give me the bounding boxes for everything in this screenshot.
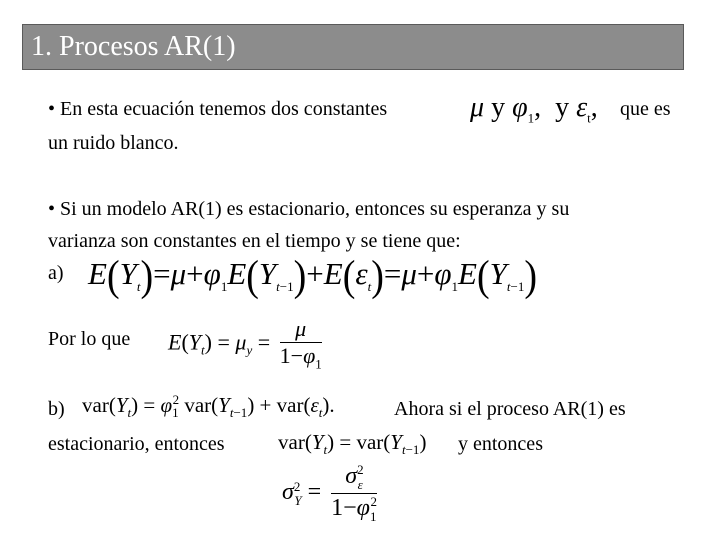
para1-formula: μ y $\varphi_1$, y $\varepsilon_t$,: [470, 92, 598, 126]
por-lo-que-text: Por lo que: [48, 328, 131, 350]
para1-text-c: un ruido blanco.: [48, 132, 179, 154]
para1-text-a: • En esta ecuación tenemos dos constantes: [48, 98, 388, 120]
equation-variance: $\sigma^2_Y$ = $\frac{\sigma^2_\varepsilon}{1-\varphi_1^2}$: [282, 462, 377, 524]
equation-b: $var(Y_t) = \varphi_1^2$ $var(Y_{t-1}) + var(\varepsilon_t)$.: [82, 392, 335, 421]
text-ahora: Ahora si el proceso AR(1) es: [394, 398, 626, 420]
text-estacionario: estacionario, entonces: [48, 433, 225, 455]
para2-line1: • Si un modelo AR(1) es estacionario, entonces su esperanza y su: [48, 198, 570, 220]
slide-title: 1. Procesos AR(1): [31, 31, 236, 62]
title-bar: [22, 24, 684, 70]
equation-mean: $E(Y_t) = \mu_y$ = $\frac{\mu}{1-\varphi_1}$: [168, 316, 322, 372]
equation-equal: $var(Y_t) = var(Y_{t-1})$: [278, 430, 427, 458]
para1-text-b: que es: [620, 98, 671, 120]
label-b: b): [48, 398, 65, 420]
text-y-entonces: y entonces: [458, 433, 543, 455]
para2-line2: varianza son constantes en el tiempo y se tiene que:: [48, 230, 461, 252]
equation-a: $E(Y_t)=\mu+\varphi_1E(Y_{t-1})+E(\varepsilon_t)=\mu+\varphi_1E(Y_{t-1})$: [88, 251, 538, 301]
label-a: a): [48, 262, 64, 284]
